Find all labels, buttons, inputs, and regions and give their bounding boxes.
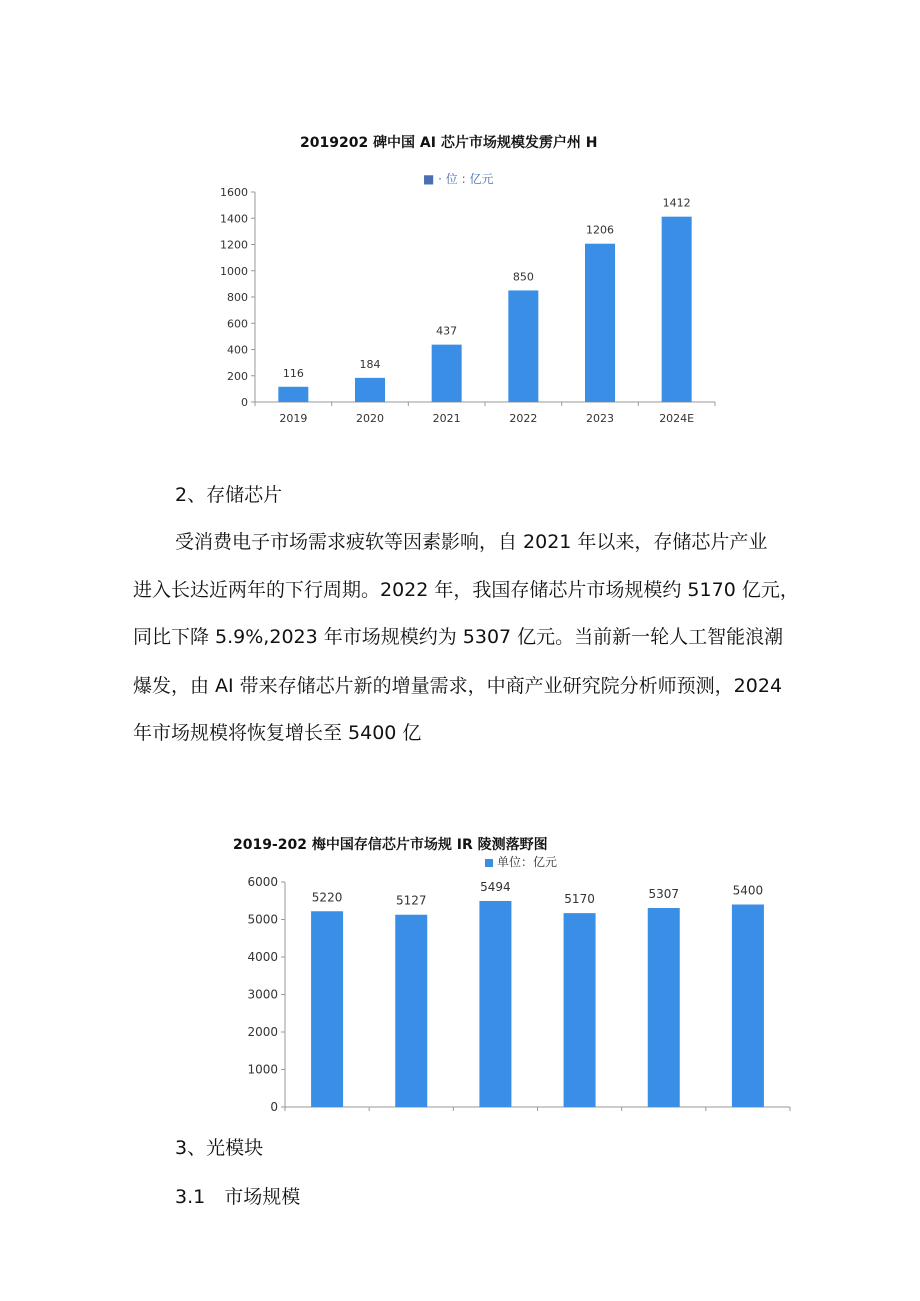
section31-heading: 3.1 市场规模 <box>175 1186 301 1208</box>
y-tick-label: 6000 <box>247 875 278 889</box>
chart1-legend: ■ · 位 : 亿元 <box>423 172 494 186</box>
data-label: 5494 <box>480 879 511 894</box>
bar <box>355 378 385 402</box>
y-tick-label: 1600 <box>220 186 248 199</box>
para-line-1: 受消费电子市场需求疲软等因素影响，自 2021 年以来，存储芯片产业 <box>175 531 768 553</box>
y-tick-label: 400 <box>227 343 248 357</box>
data-label: 5400 <box>732 883 764 898</box>
data-label: 850 <box>512 270 534 284</box>
data-label: 5170 <box>564 892 595 907</box>
bar <box>732 905 764 1108</box>
x-tick-label: 2020 <box>356 412 384 425</box>
data-label: 437 <box>436 324 458 338</box>
chart1-title: 2019202 碑中国 AI 芯片市场规模发雳户州 H <box>300 135 598 151</box>
bar <box>662 217 692 402</box>
para-line-5: 年市场规模将恢复增长至 5400 亿 <box>133 722 422 744</box>
bar <box>585 244 615 402</box>
chart2-title: 2019-202 梅中国存信芯片市场规 IR 陵测落野图 <box>233 837 548 853</box>
y-tick-label: 0 <box>270 1100 278 1114</box>
bar <box>395 915 427 1107</box>
x-tick-label: 2023 <box>586 412 614 425</box>
data-label: 5127 <box>395 893 427 908</box>
x-tick-label: 2021 <box>432 412 461 425</box>
data-label: 1206 <box>586 223 614 237</box>
y-tick-label: 1000 <box>220 264 248 278</box>
x-tick-label: 2022 <box>509 412 538 425</box>
bar <box>479 901 511 1107</box>
y-tick-label: 800 <box>227 291 248 304</box>
y-tick-label: 0 <box>241 396 248 409</box>
chart2-svg <box>240 870 800 1114</box>
para-line-3: 同比下降 5.9%,2023 年市场规模约为 5307 亿元。当前新一轮人工智能浪潮 <box>133 626 784 648</box>
bar <box>432 345 462 402</box>
x-tick-label: 2019 <box>279 412 308 425</box>
para-line-2: 进入长达近两年的下行周期。2022 年，我国存储芯片市场规模约 5170 亿元， <box>133 579 799 601</box>
chart2-legend-text: 单位：亿元 <box>497 855 558 869</box>
y-tick-label: 600 <box>227 317 248 331</box>
bar <box>278 387 308 402</box>
para-line-4: 爆发，由 AI 带来存储芯片新的增量需求，中商产业研究院分析师预测，2024 <box>133 675 783 697</box>
y-tick-label: 1000 <box>247 1062 278 1077</box>
data-label: 184 <box>359 357 381 371</box>
bar <box>311 911 343 1107</box>
y-tick-label: 200 <box>227 369 248 383</box>
bar <box>564 913 596 1107</box>
section2-heading: 2、存储芯片 <box>175 484 283 506</box>
y-tick-label: 2000 <box>247 1025 278 1039</box>
y-tick-label: 1400 <box>220 212 248 226</box>
y-tick-label: 3000 <box>247 987 278 1002</box>
data-label: 5220 <box>311 890 343 905</box>
legend-swatch <box>485 859 493 867</box>
y-tick-label: 5000 <box>247 912 278 927</box>
bar <box>508 290 538 402</box>
chart1-svg <box>210 182 730 432</box>
data-label: 1412 <box>662 196 691 210</box>
data-label: 116 <box>282 366 304 380</box>
data-label: 5307 <box>648 886 680 901</box>
chart2-legend <box>485 853 557 870</box>
x-tick-label: 2024E <box>659 412 695 425</box>
y-tick-label: 1200 <box>220 238 248 252</box>
y-tick-label: 4000 <box>247 950 278 964</box>
section3-heading: 3、光模块 <box>175 1137 264 1159</box>
bar <box>648 908 680 1107</box>
